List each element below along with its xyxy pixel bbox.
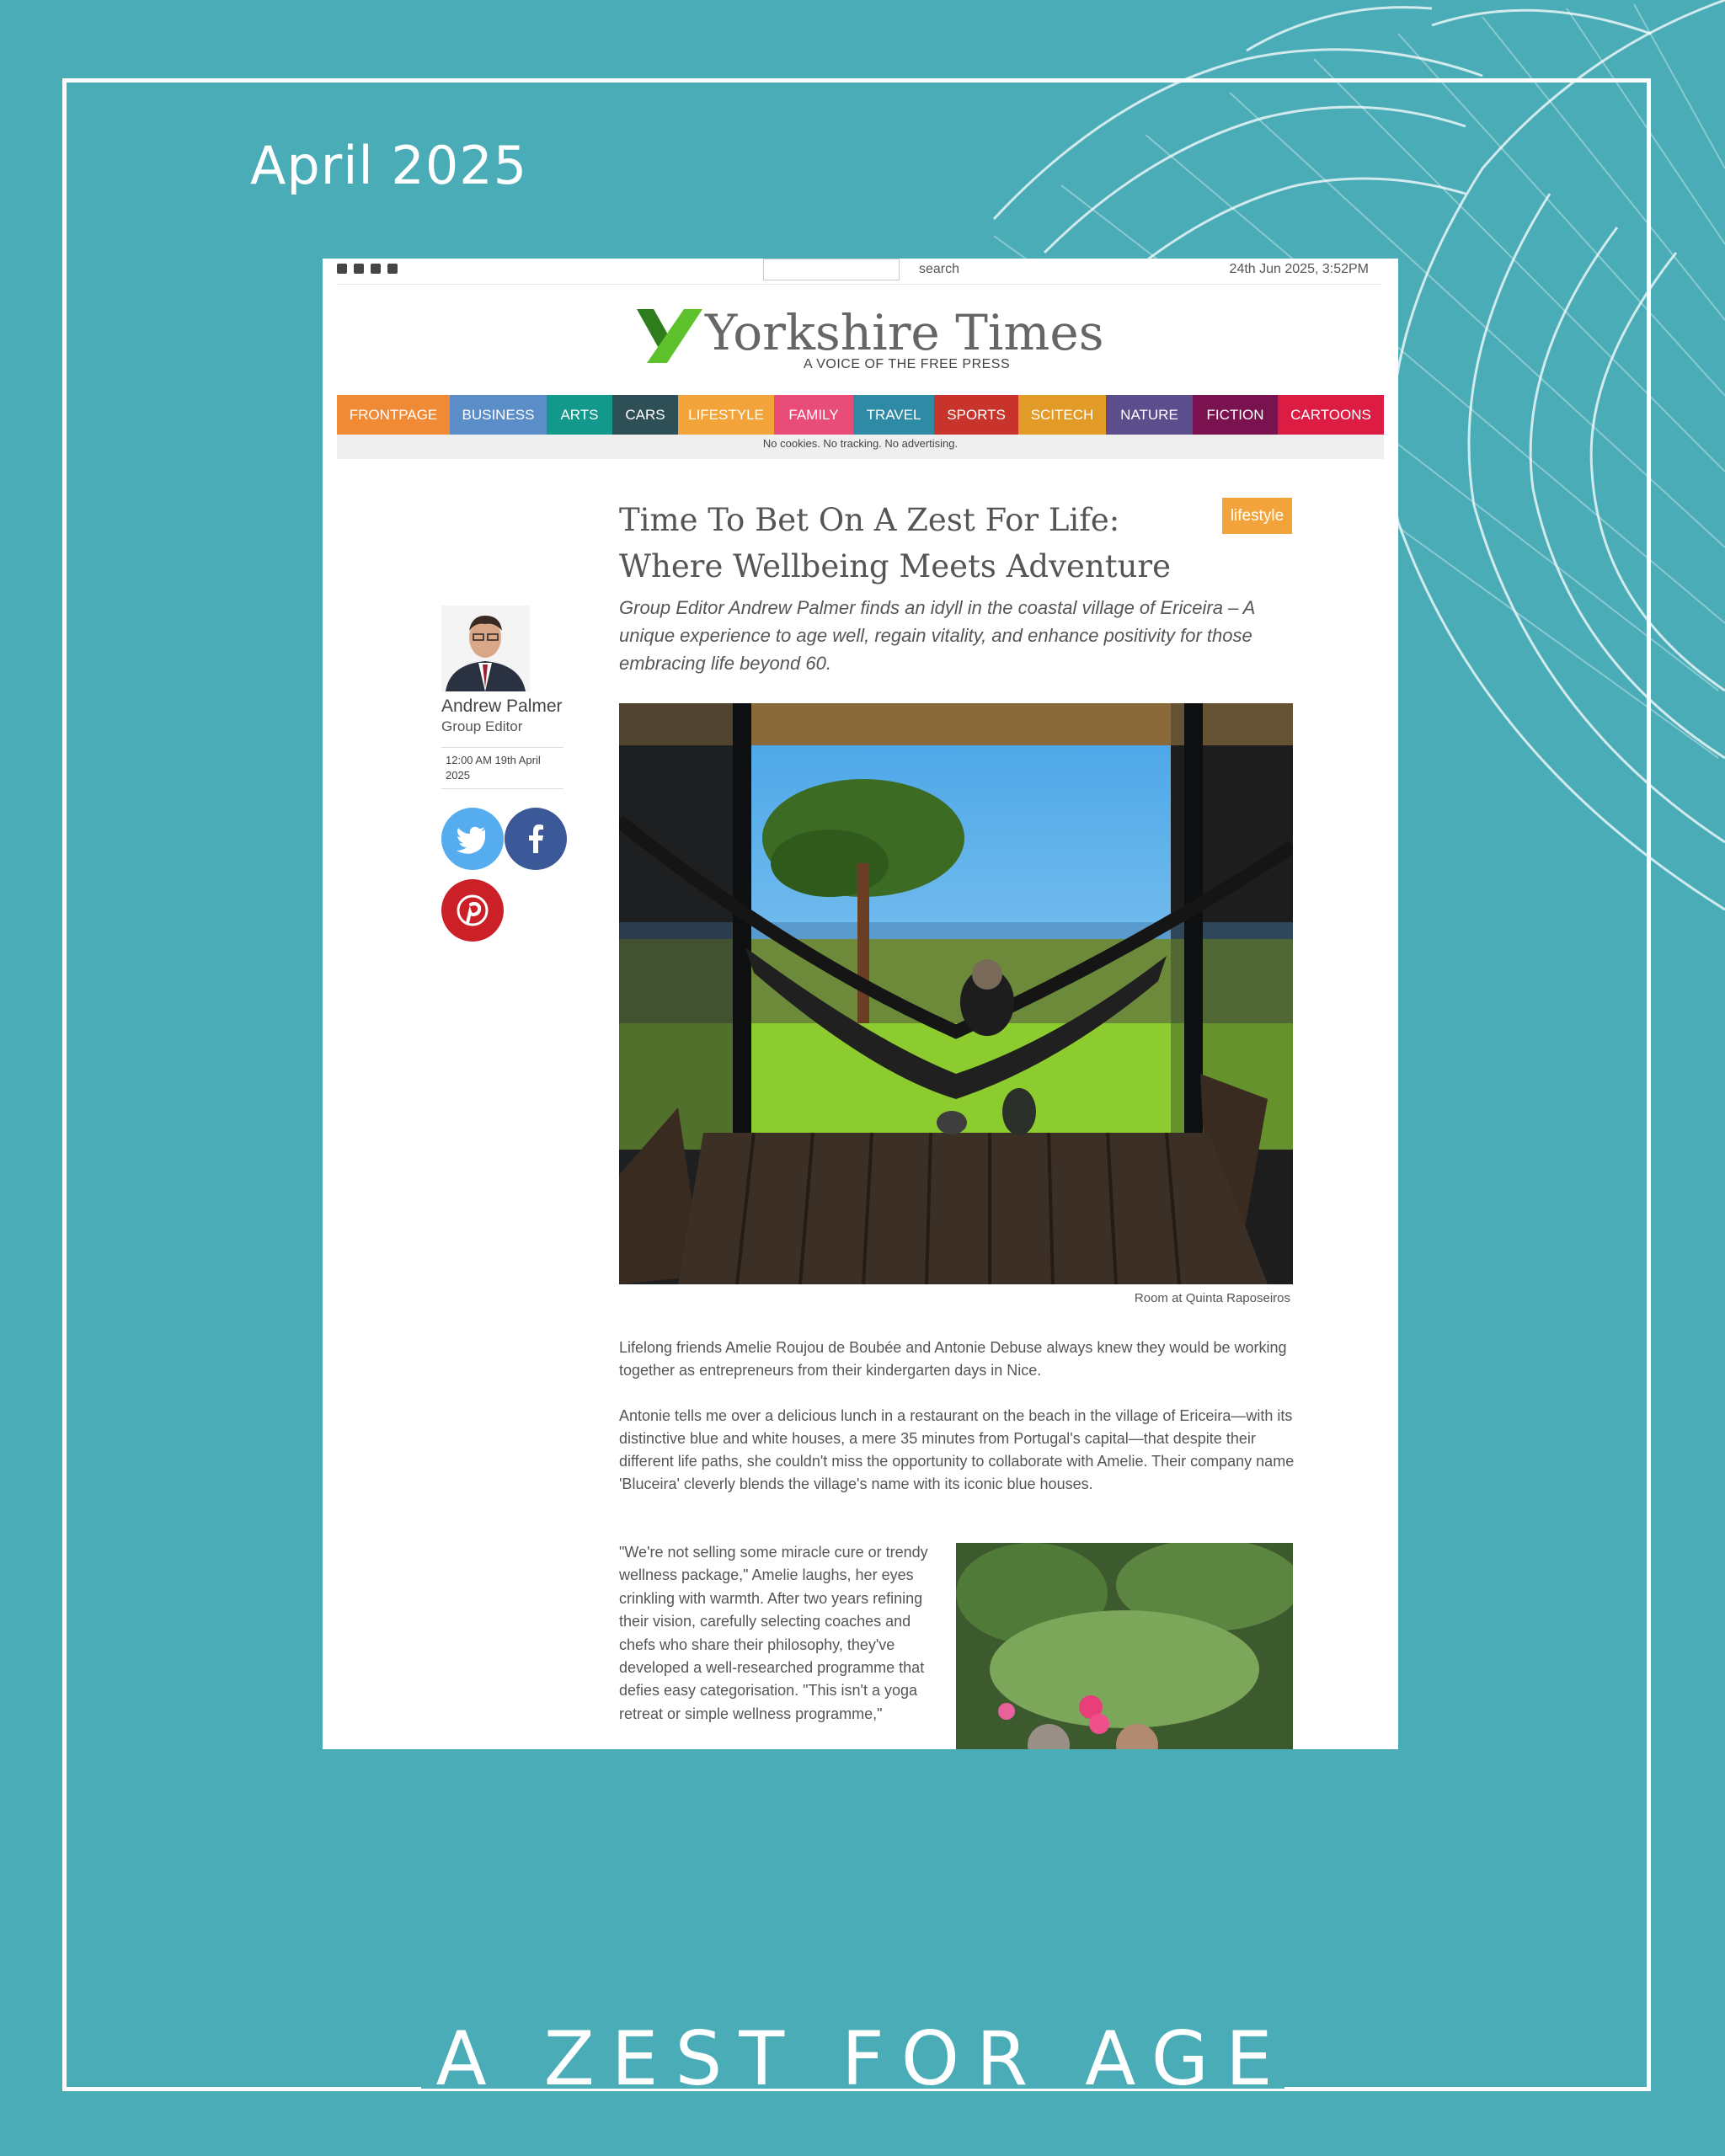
pinterest-icon	[441, 879, 504, 942]
article-paragraph-3: "We're not selling some miracle cure or trendy wellness package," Amelie laughs, her eyes crinkling with warmth. After two years refining their vision, carefully selecting coaches and chefs who share their philosophy, they've developed a well-researched programme that defies easy categorisation. "This isn't a yoga retreat or simple wellness programme,"	[619, 1544, 928, 1722]
author-role: Group Editor	[441, 718, 523, 734]
logo-name: Yorkshire Times	[705, 304, 1104, 361]
article-headline	[619, 497, 1209, 590]
nav-item-cars[interactable]: CARS	[612, 395, 678, 435]
headline-line-1: Time To Bet On A Zest For Life:	[619, 502, 1120, 538]
search-button[interactable]: search	[919, 262, 960, 276]
hero-image	[619, 703, 1293, 1284]
search-input[interactable]	[763, 259, 900, 280]
poster-title: A ZEST FOR AGE	[435, 2015, 1290, 2102]
twitter-icon	[441, 808, 504, 870]
nav-item-travel[interactable]: TRAVEL	[853, 395, 934, 435]
facebook-share-button[interactable]	[505, 808, 567, 870]
author-photo	[441, 606, 530, 691]
nav-item-fiction[interactable]: FICTION	[1193, 395, 1278, 435]
logo-tagline: A VOICE OF THE FREE PRESS	[804, 357, 1011, 371]
pinterest-share-button[interactable]	[441, 879, 504, 942]
author-box	[441, 606, 576, 789]
article-paragraph-2: Antonie tells me over a delicious lunch in a restaurant on the beach in the village of Ericeira—with its distinctive blue and white houses, a mere 35 minutes from Portugal's capital—that despite their different life paths, she couldn't miss the opportunity to collaborate with Amelie. Their company name 'Bluceira' cleverly blends the village's name with its iconic blue houses.	[619, 1407, 1295, 1492]
facebook-icon	[505, 808, 567, 870]
privacy-note: No cookies. No tracking. No advertising.	[337, 435, 1384, 459]
nav-item-sports[interactable]: SPORTS	[934, 395, 1018, 435]
frame-left	[62, 78, 67, 2091]
main-nav	[337, 395, 1384, 435]
poster-date: April 2025	[250, 135, 528, 196]
nav-item-family[interactable]: FAMILY	[774, 395, 853, 435]
article-paragraph-1: Lifelong friends Amelie Roujou de Boubée and Antonie Debuse always knew they would be working together as entrepreneurs from their kindergarten days in Nice.	[619, 1339, 1287, 1379]
nav-item-lifestyle[interactable]: LIFESTYLE	[678, 395, 774, 435]
instagram-icon[interactable]	[371, 264, 381, 274]
site-logo[interactable]	[635, 302, 1107, 370]
facebook-icon[interactable]	[354, 264, 364, 274]
nav-item-arts[interactable]: ARTS	[547, 395, 612, 435]
category-badge[interactable]: lifestyle	[1222, 498, 1292, 534]
twitter-icon[interactable]	[337, 264, 347, 274]
article-standfirst: Group Editor Andrew Palmer finds an idyll in the coastal village of Ericeira – A unique experience to age well, regain vitality, and enhance positivity for those embracing life beyond 60.	[619, 597, 1255, 674]
top-bar	[337, 259, 1381, 285]
publish-date: 12:00 AM 19th April 2025	[441, 747, 563, 789]
nav-item-scitech[interactable]: SCITECH	[1018, 395, 1106, 435]
current-date: 24th Jun 2025, 3:52PM	[1229, 262, 1369, 276]
article-page	[323, 259, 1398, 1749]
headline-line-2: Where Wellbeing Meets Adventure	[619, 548, 1171, 584]
rss-icon[interactable]	[387, 264, 398, 274]
logo-y-icon	[635, 302, 711, 370]
nav-item-cartoons[interactable]: CARTOONS	[1278, 395, 1384, 435]
nav-item-nature[interactable]: NATURE	[1106, 395, 1193, 435]
top-social-links	[337, 264, 398, 274]
image-caption: Room at Quinta Raposeiros	[1134, 1291, 1290, 1305]
frame-right	[1647, 78, 1651, 2091]
author-name[interactable]: Andrew Palmer	[441, 696, 563, 716]
nav-item-frontpage[interactable]: FRONTPAGE	[337, 395, 450, 435]
garden-image	[956, 1543, 1293, 1749]
frame-top	[62, 78, 1651, 83]
twitter-share-button[interactable]	[441, 808, 504, 870]
nav-item-business[interactable]: BUSINESS	[450, 395, 547, 435]
